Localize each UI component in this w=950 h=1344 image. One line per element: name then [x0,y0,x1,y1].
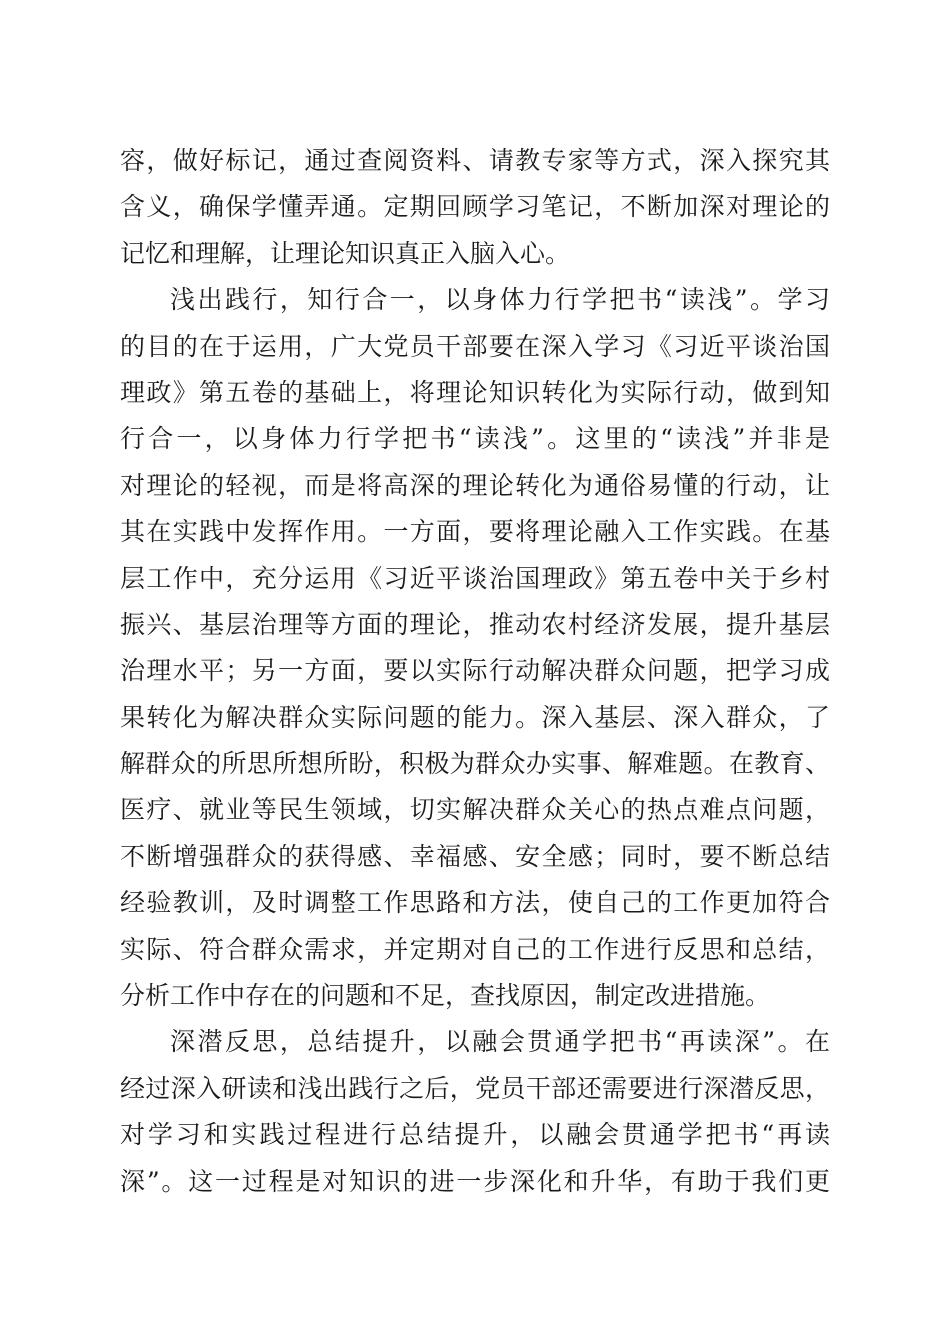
text-line: 解群众的所思所想所盼，积极为群众办实事、解难题。在教育、 [120,749,830,779]
text-line: 振兴、基层治理等方面的理论，推动农村经济发展，提升基层 [120,609,830,639]
text-line: 层工作中，充分运用《习近平谈治国理政》第五卷中关于乡村 [120,563,830,593]
text-line: 分析工作中存在的问题和不足，查找原因，制定改进措施。 [120,981,771,1011]
text-line: 行合一，以身体力行学把书“读浅”。这里的“读浅”并非是 [120,424,830,454]
paragraph-1 [120,138,830,277]
text-line: 其在实践中发挥作用。一方面，要将理论融入工作实践。在基 [120,517,830,547]
text-line: 不断增强群众的获得感、幸福感、安全感；同时，要不断总结 [120,841,830,871]
text-line: 浅出践行，知行合一，以身体力行学把书“读浅”。学习 [170,285,830,315]
paragraph-3 [120,1019,830,1205]
paragraph-2 [120,277,830,1019]
text-line: 深”。这一过程是对知识的进一步深化和升华，有助于我们更 [120,1166,830,1196]
text-line: 对学习和实践过程进行总结提升，以融会贯通学把书“再读 [120,1120,830,1150]
text-line: 治理水平；另一方面，要以实际行动解决群众问题，把学习成 [120,656,830,686]
text-line: 经过深入研读和浅出践行之后，党员干部还需要进行深潜反思， [120,1073,830,1103]
text-line: 容，做好标记，通过查阅资料、请教专家等方式，深入探究其 [120,146,830,175]
text-line: 对理论的轻视，而是将高深的理论转化为通俗易懂的行动，让 [120,470,830,500]
text-line: 果转化为解决群众实际问题的能力。深入基层、深入群众，了 [120,702,830,732]
text-line: 含义，确保学懂弄通。定期回顾学习笔记，不断加深对理论的 [120,192,830,222]
text-line: 经验教训，及时调整工作思路和方法，使自己的工作更加符合 [120,888,830,918]
text-line: 深潜反思，总结提升，以融会贯通学把书“再读深”。在 [170,1027,830,1057]
document-body [120,138,830,1205]
text-line: 的目的在于运用，广大党员干部要在深入学习《习近平谈治国 [120,331,830,361]
text-line: 医疗、就业等民生领域，切实解决群众关心的热点难点问题， [120,795,830,825]
text-line: 实际、符合群众需求，并定期对自己的工作进行反思和总结， [120,934,830,964]
text-line: 记忆和理解，让理论知识真正入脑入心。 [120,238,571,268]
text-line: 理政》第五卷的基础上，将理论知识转化为实际行动，做到知 [120,377,830,407]
